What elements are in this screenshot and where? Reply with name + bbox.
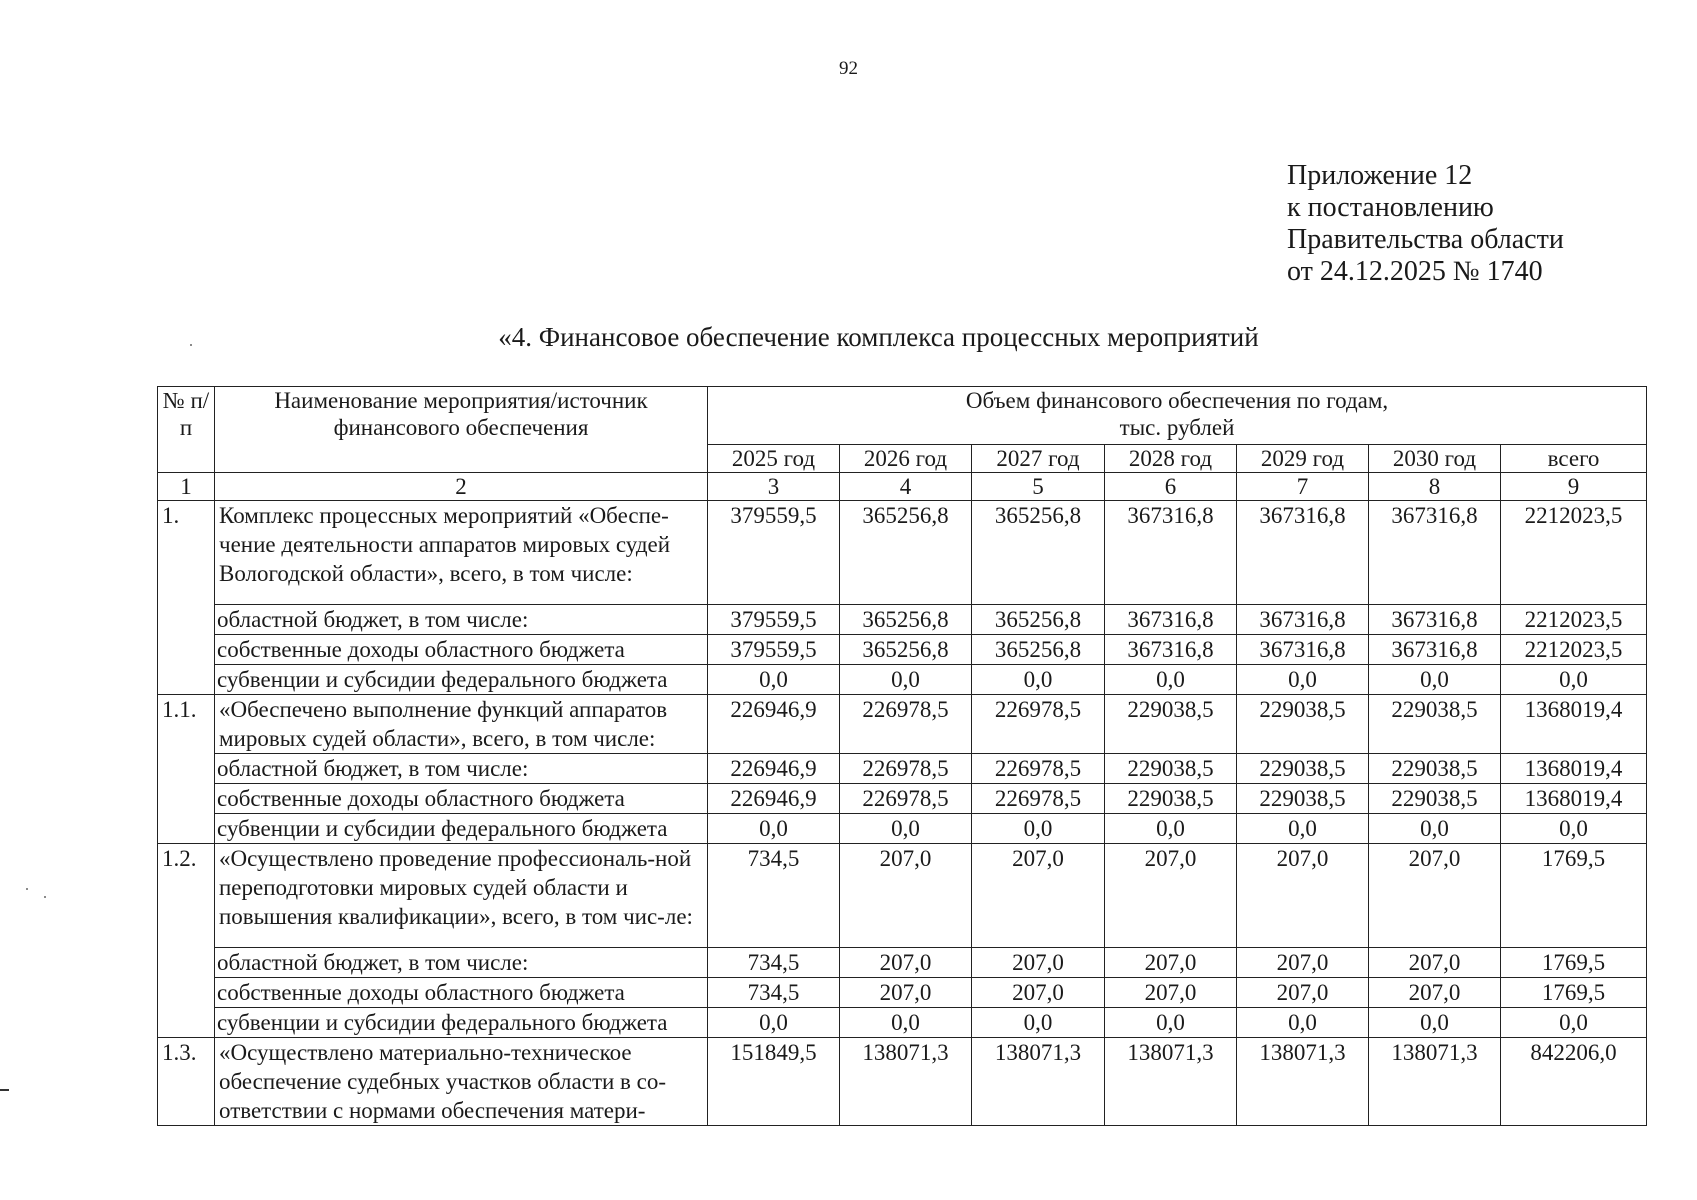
value-cell: 229038,5 (1105, 695, 1237, 754)
value-cell: 0,0 (972, 1008, 1105, 1038)
table-row (158, 978, 1647, 1008)
value-cell: 226978,5 (840, 754, 972, 784)
header-year: 2030 год (1369, 445, 1501, 473)
value-cell: 138071,3 (1105, 1038, 1237, 1126)
value-cell: 226978,5 (972, 695, 1105, 754)
funding-source: субвенции и субсидии федерального бюджета (215, 1008, 708, 1038)
funding-source: собственные доходы областного бюджета (215, 784, 708, 814)
financing-table (157, 386, 1647, 1126)
value-cell: 379559,5 (708, 605, 840, 635)
value-cell: 207,0 (1237, 844, 1369, 948)
scan-artifact (0, 1089, 9, 1091)
value-cell: 138071,3 (840, 1038, 972, 1126)
value-cell: 138071,3 (972, 1038, 1105, 1126)
value-cell: 207,0 (1369, 948, 1501, 978)
activity-name: Комплекс процессных мероприятий «Обеспе-чение деятельности аппаратов мировых судей Вологодской области», всего, в том числе: (215, 501, 708, 605)
funding-source: собственные доходы областного бюджета (215, 635, 708, 665)
value-cell: 229038,5 (1369, 754, 1501, 784)
value-cell: 226946,9 (708, 754, 840, 784)
table-row (158, 605, 1647, 635)
column-index: 6 (1105, 473, 1237, 501)
header-volume-line: тыс. рублей (1119, 415, 1235, 440)
activity-name: «Осуществлено проведение профессиональ-ной переподготовки мировых судей области и повышения квалификации», всего, в том чис-ле: (215, 844, 708, 948)
value-cell: 0,0 (1369, 1008, 1501, 1038)
value-cell: 2212023,5 (1501, 605, 1647, 635)
value-cell: 367316,8 (1369, 605, 1501, 635)
header-volume-line: Объем финансового обеспечения по годам, (965, 388, 1389, 413)
value-cell: 734,5 (708, 948, 840, 978)
value-cell: 365256,8 (972, 635, 1105, 665)
row-number: 1.1. (158, 695, 215, 844)
table-row (158, 784, 1647, 814)
value-cell: 207,0 (1105, 844, 1237, 948)
value-cell: 367316,8 (1237, 605, 1369, 635)
table-row (158, 635, 1647, 665)
value-cell: 229038,5 (1105, 784, 1237, 814)
value-cell: 0,0 (1105, 814, 1237, 844)
value-cell: 0,0 (1501, 1008, 1647, 1038)
value-cell: 0,0 (1105, 665, 1237, 695)
column-index: 3 (708, 473, 840, 501)
value-cell: 365256,8 (840, 605, 972, 635)
value-cell: 367316,8 (1105, 635, 1237, 665)
table-row (158, 665, 1647, 695)
value-cell: 207,0 (840, 978, 972, 1008)
column-index: 4 (840, 473, 972, 501)
value-cell: 0,0 (1501, 814, 1647, 844)
page-number: 92 (839, 58, 858, 79)
appendix-line: Правительства области (1287, 224, 1564, 255)
value-cell: 365256,8 (840, 501, 972, 605)
value-cell: 367316,8 (1105, 501, 1237, 605)
value-cell: 367316,8 (1237, 635, 1369, 665)
value-cell: 0,0 (1105, 1008, 1237, 1038)
row-number: 1. (158, 501, 215, 695)
column-index: 1 (158, 473, 215, 501)
value-cell: 207,0 (1105, 978, 1237, 1008)
value-cell: 151849,5 (708, 1038, 840, 1126)
value-cell: 379559,5 (708, 635, 840, 665)
table-row (158, 754, 1647, 784)
value-cell: 0,0 (708, 665, 840, 695)
table-row (158, 1008, 1647, 1038)
value-cell: 229038,5 (1237, 784, 1369, 814)
column-index: 7 (1237, 473, 1369, 501)
value-cell: 367316,8 (1237, 501, 1369, 605)
appendix-line: от 24.12.2025 № 1740 (1287, 256, 1543, 287)
value-cell: 0,0 (708, 814, 840, 844)
row-number: 1.2. (158, 844, 215, 1038)
header-year: 2029 год (1237, 445, 1369, 473)
scan-artifact (26, 888, 28, 890)
value-cell: 0,0 (1369, 814, 1501, 844)
scan-artifact (190, 344, 192, 346)
value-cell: 226978,5 (972, 784, 1105, 814)
value-cell: 734,5 (708, 978, 840, 1008)
funding-source: областной бюджет, в том числе: (215, 948, 708, 978)
value-cell: 367316,8 (1105, 605, 1237, 635)
row-number: 1.3. (158, 1038, 215, 1126)
table-row (158, 501, 1647, 605)
value-cell: 0,0 (972, 814, 1105, 844)
value-cell: 0,0 (1237, 665, 1369, 695)
value-cell: 207,0 (972, 948, 1105, 978)
value-cell: 226978,5 (972, 754, 1105, 784)
value-cell: 207,0 (972, 844, 1105, 948)
column-index: 5 (972, 473, 1105, 501)
value-cell: 226978,5 (840, 695, 972, 754)
scan-artifact (44, 896, 46, 898)
value-cell: 207,0 (1369, 978, 1501, 1008)
value-cell: 0,0 (840, 665, 972, 695)
value-cell: 226978,5 (840, 784, 972, 814)
value-cell: 226946,9 (708, 784, 840, 814)
funding-source: областной бюджет, в том числе: (215, 605, 708, 635)
value-cell: 734,5 (708, 844, 840, 948)
value-cell: 0,0 (1369, 665, 1501, 695)
value-cell: 379559,5 (708, 501, 840, 605)
header-year: всего (1501, 445, 1647, 473)
value-cell: 207,0 (1237, 948, 1369, 978)
table-row (158, 695, 1647, 754)
table-row (158, 814, 1647, 844)
value-cell: 207,0 (1369, 844, 1501, 948)
appendix-block (1287, 160, 1564, 288)
value-cell: 1368019,4 (1501, 695, 1647, 754)
appendix-line: Приложение 12 (1287, 160, 1473, 191)
column-index: 9 (1501, 473, 1647, 501)
funding-source: субвенции и субсидии федерального бюджета (215, 665, 708, 695)
value-cell: 0,0 (1501, 665, 1647, 695)
value-cell: 229038,5 (1369, 784, 1501, 814)
header-year: 2025 год (708, 445, 840, 473)
value-cell: 0,0 (840, 1008, 972, 1038)
document-title: «4. Финансовое обеспечение комплекса процессных мероприятий (498, 322, 1259, 352)
value-cell: 1769,5 (1501, 844, 1647, 948)
value-cell: 367316,8 (1369, 635, 1501, 665)
header-name: Наименование мероприятия/источник финансового обеспечения (215, 387, 708, 473)
value-cell: 1769,5 (1501, 948, 1647, 978)
value-cell: 1368019,4 (1501, 784, 1647, 814)
value-cell: 229038,5 (1237, 695, 1369, 754)
value-cell: 842206,0 (1501, 1038, 1647, 1126)
table-row (158, 1038, 1647, 1126)
value-cell: 207,0 (1105, 948, 1237, 978)
funding-source: собственные доходы областного бюджета (215, 978, 708, 1008)
value-cell: 207,0 (1237, 978, 1369, 1008)
value-cell: 207,0 (840, 948, 972, 978)
header-year: 2027 год (972, 445, 1105, 473)
value-cell: 365256,8 (972, 501, 1105, 605)
value-cell: 0,0 (708, 1008, 840, 1038)
value-cell: 229038,5 (1237, 754, 1369, 784)
column-index: 2 (215, 473, 708, 501)
value-cell: 2212023,5 (1501, 501, 1647, 605)
value-cell: 138071,3 (1369, 1038, 1501, 1126)
header-num: № п/п (158, 387, 215, 473)
value-cell: 226946,9 (708, 695, 840, 754)
header-year: 2028 год (1105, 445, 1237, 473)
value-cell: 365256,8 (972, 605, 1105, 635)
value-cell: 207,0 (840, 844, 972, 948)
value-cell: 0,0 (1237, 1008, 1369, 1038)
value-cell: 0,0 (1237, 814, 1369, 844)
value-cell: 207,0 (972, 978, 1105, 1008)
value-cell: 1368019,4 (1501, 754, 1647, 784)
value-cell: 0,0 (972, 665, 1105, 695)
value-cell: 0,0 (840, 814, 972, 844)
value-cell: 365256,8 (840, 635, 972, 665)
value-cell: 229038,5 (1369, 695, 1501, 754)
column-index: 8 (1369, 473, 1501, 501)
header-year: 2026 год (840, 445, 972, 473)
funding-source: областной бюджет, в том числе: (215, 754, 708, 784)
value-cell: 229038,5 (1105, 754, 1237, 784)
value-cell: 367316,8 (1369, 501, 1501, 605)
appendix-line: к постановлению (1287, 192, 1494, 223)
activity-name: «Осуществлено материально-техническое обеспечение судебных участков области в со-ответствии с нормами обеспечения матери- (215, 1038, 708, 1126)
table-row (158, 844, 1647, 948)
funding-source: субвенции и субсидии федерального бюджета (215, 814, 708, 844)
table-row (158, 948, 1647, 978)
header-volume (708, 387, 1647, 445)
activity-name: «Обеспечено выполнение функций аппаратов мировых судей области», всего, в том числе: (215, 695, 708, 754)
value-cell: 138071,3 (1237, 1038, 1369, 1126)
value-cell: 1769,5 (1501, 978, 1647, 1008)
value-cell: 2212023,5 (1501, 635, 1647, 665)
